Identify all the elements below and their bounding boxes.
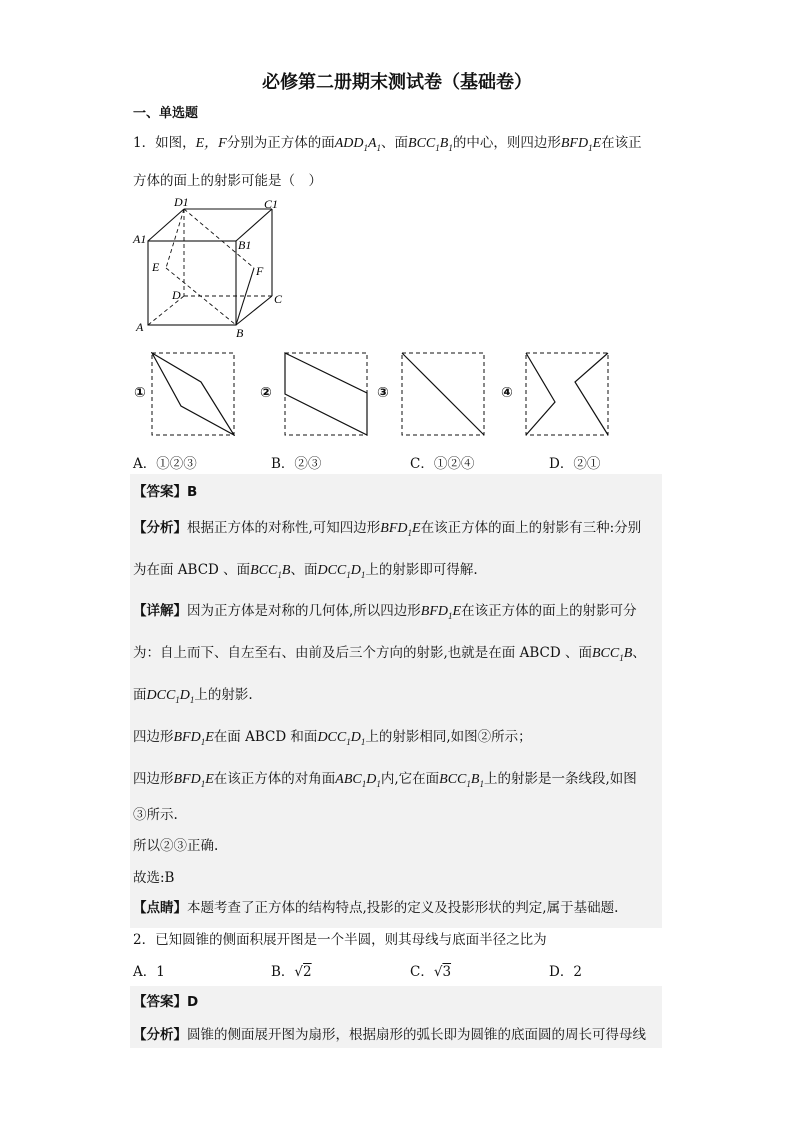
q1-detail-line6: ③所示. [133, 807, 178, 823]
q1-analysis-line1: 【分析】根据正方体的对称性,可知四边形$BFD_1E$在该正方体的面上的射影有三种:分别 [133, 520, 642, 538]
q1-stem-line2: 方体的面上的射影可能是（ ） [133, 173, 322, 189]
label-d: D [172, 288, 181, 302]
q2-option-c: C．√3 [410, 964, 452, 980]
label-a1: A1 [133, 232, 147, 246]
q2-analysis: 【分析】圆锥的侧面展开图为扇形，根据扇形的弧长即为圆锥的底面圆的周长可得母线 [133, 1027, 646, 1043]
label-e: E [152, 260, 160, 274]
q1-detail-line2: 为：自上而下、自左至右、由前及后三个方向的射影,也就是在面 ABCD 、面$BCC_1B$、 [133, 645, 646, 663]
label-b1: B1 [238, 238, 252, 252]
projection-figure-4 [525, 352, 609, 436]
projection-figure-3 [401, 352, 485, 436]
q1-option-d: D．②① [549, 456, 601, 472]
page-title: 必修第二册期末测试卷（基础卷） [262, 72, 532, 93]
q1-option-c: C．①②④ [410, 456, 475, 472]
q2-option-a: A．1 [133, 964, 165, 980]
label-d1: D1 [174, 195, 189, 209]
projection-figure-2 [284, 352, 368, 436]
q1-stem-line1: 1．如图，E，F分别为正方体的面$ADD_1A_1$、面$BCC_1B_1$的中心，则四边形$BFD_1E$在该正 [133, 135, 642, 153]
q1-option-b: B．②③ [271, 456, 322, 472]
label-f: F [256, 264, 264, 278]
q1-detail-line7: 所以②③正确. [133, 838, 219, 854]
q2-answer: 【答案】D [133, 994, 199, 1010]
q1-analysis-line2: 为在面 ABCD 、面$BCC_1B$、面$DCC_1D_1$上的射影即可得解. [133, 562, 478, 580]
section-heading: 一、单选题 [133, 106, 199, 121]
q1-comment: 【点睛】本题考查了正方体的结构特点,投影的定义及投影形状的判定,属于基础题. [133, 900, 619, 916]
q1-detail-line5: 四边形$BFD_1E$在该正方体的对角面$ABC_1D_1$内,它在面$BCC_1B_1$上的射影是一条线段,如图 [133, 771, 637, 789]
figure-marker-3: ③ [377, 385, 389, 401]
q2-option-b: B．√2 [271, 964, 312, 980]
q2-option-d: D．2 [549, 964, 582, 980]
figure-marker-2: ② [260, 385, 272, 401]
figure-marker-1: ① [134, 385, 146, 401]
label-b: B [236, 326, 244, 340]
q1-option-a: A．①②③ [133, 456, 197, 472]
label-c1: C1 [264, 197, 279, 211]
cube-figure [128, 193, 298, 341]
q1-answer: 【答案】B [133, 484, 198, 500]
q1-detail-line4: 四边形$BFD_1E$在面 ABCD 和面$DCC_1D_1$上的射影相同,如图②所示； [133, 729, 532, 747]
q1-detail-line3: 面$DCC_1D_1$上的射影. [133, 687, 253, 705]
figure-marker-4: ④ [501, 385, 513, 401]
label-a: A [136, 320, 144, 334]
label-c: C [274, 292, 283, 306]
q2-stem: 2．已知圆锥的侧面积展开图是一个半圆，则其母线与底面半径之比为 [133, 932, 547, 948]
q1-detail-line8: 故选:B [133, 870, 175, 886]
projection-figure-1 [151, 352, 235, 436]
q1-detail-line1: 【详解】因为正方体是对称的几何体,所以四边形$BFD_1E$在该正方体的面上的射影可分 [133, 603, 637, 621]
